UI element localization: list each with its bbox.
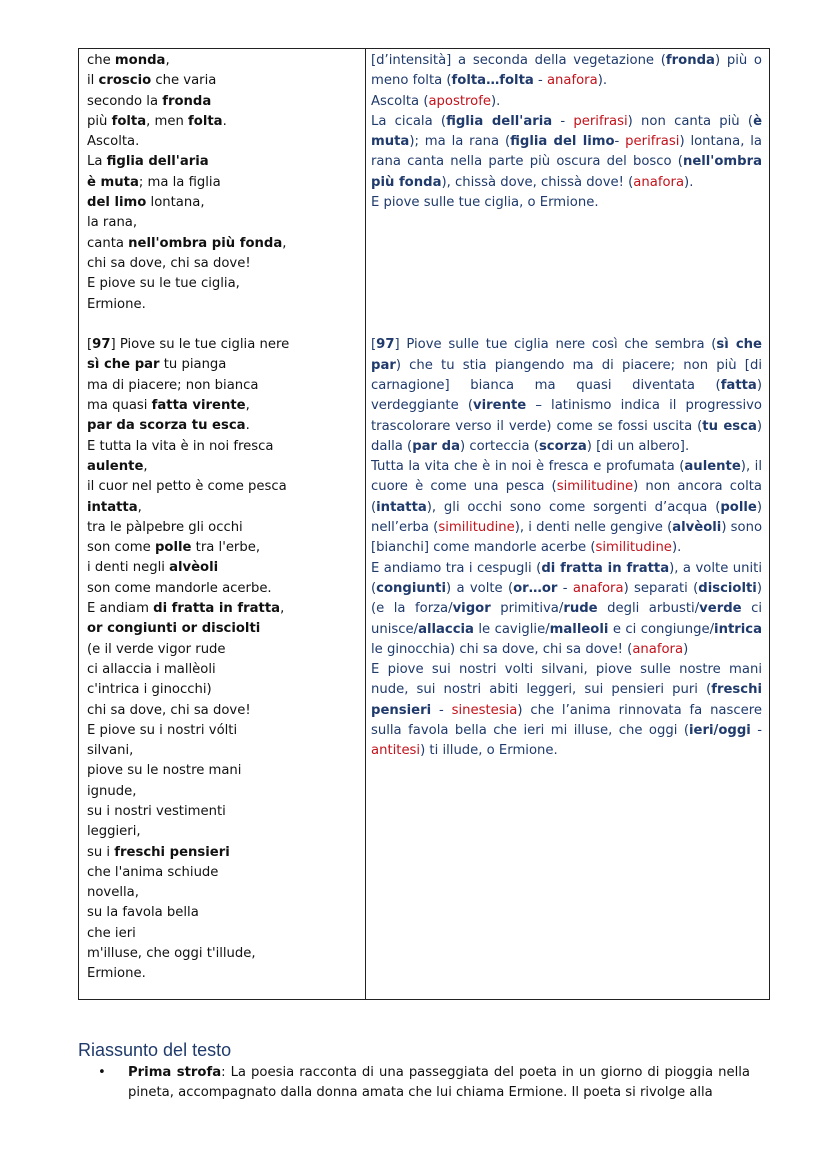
- poem-line: su i nostri vestimenti: [87, 803, 226, 819]
- paraphrase-paragraph: [97] Piove sulle tue ciglia nere così che sembra (sì che par) che tu stia piangendo ma di piacere; non più [di carnagione] bianca ma quasi diventata (fatta) verdeggiante (virente – latinismo indica il progressivo trascolorare verso il verde) come se fossi uscita (tu esca) dalla (par da) corteccia (scorza) [di un albero].: [371, 337, 762, 454]
- poem-line: E tutta la vita è in noi fresca: [87, 438, 274, 454]
- poem-line: che monda,: [87, 53, 170, 68]
- summary-list: [100, 1063, 750, 1104]
- poem-line: il croscio che varia: [87, 73, 217, 89]
- poem-line: Ermione.: [87, 296, 146, 312]
- poem-line: su la favola bella: [87, 905, 199, 921]
- poem-line: i denti negli alvèoli: [87, 560, 219, 576]
- summary-label: Prima strofa: [128, 1065, 222, 1080]
- paraphrase-paragraph: E piove sui nostri volti silvani, piove sulle nostre mani nude, sui nostri abiti leggeri, sui pensieri puri (freschi pensieri - sinestesia) che l’anima rinnovata fa nascere sulla favola bella che ieri mi illuse, che oggi (ieri/oggi - antitesi) ti illude, o Ermione.: [371, 662, 763, 759]
- paraphrase-paragraph: E piove sulle tue ciglia, o Ermione.: [371, 195, 599, 211]
- poem-line: E piove su i nostri vólti: [87, 722, 238, 738]
- summary-paragraph: Prima strofa: La poesia racconta di una passeggiata del poeta in un giorno di pioggia nella pineta, accompagnato dalla donna amata che lui chiama Ermione. Il poeta si rivolge alla: [128, 1065, 750, 1101]
- poem-line: m'illuse, che oggi t'illude,: [87, 946, 256, 962]
- paraphrase-column: [371, 51, 762, 762]
- poem-line: chi sa dove, chi sa dove!: [87, 255, 251, 271]
- paraphrase-paragraph: E andiamo tra i cespugli (di fratta in fratta), a volte uniti (congiunti) a volte (or…or - anafora) separati (disciolti) (e la forza/vigor primitiva/rude degli arbusti/verde ci unisce/allaccia le caviglie/malleoli e ci congiunge/intrica le ginocchia) chi sa dove, chi sa dove! (anafora): [371, 560, 763, 657]
- poem-line: sì che par tu pianga: [87, 357, 227, 373]
- poem-line: son come polle tra l'erbe,: [87, 540, 261, 556]
- annotation-table: [78, 48, 770, 1000]
- poem-column: [87, 51, 357, 985]
- poem-line: che ieri: [87, 925, 136, 941]
- poem-line: novella,: [87, 885, 139, 901]
- poem-line: E andiam di fratta in fratta,: [87, 601, 285, 617]
- poem-line: del limo lontana,: [87, 195, 205, 211]
- poem-line: silvani,: [87, 743, 134, 759]
- poem-line: c'intrica i ginocchi): [87, 682, 212, 698]
- poem-line: canta nell'ombra più fonda,: [87, 235, 287, 251]
- poem-line: ci allaccia i mallèoli: [87, 661, 216, 677]
- paraphrase-paragraph: [d’intensità] a seconda della vegetazione (fronda) più o meno folta (folta…folta - anafora).: [371, 53, 762, 89]
- poem-line: La figlia dell'aria: [87, 154, 209, 170]
- poem-line: il cuor nel petto è come pesca: [87, 479, 287, 495]
- poem-line: aulente,: [87, 458, 148, 474]
- poem-line: Ascolta.: [87, 134, 140, 150]
- poem-line: piove su le nostre mani: [87, 763, 242, 779]
- poem-line: or congiunti or disciolti: [87, 621, 261, 637]
- poem-line: chi sa dove, chi sa dove!: [87, 702, 251, 718]
- poem-line: su i freschi pensieri: [87, 844, 230, 860]
- column-divider: [365, 49, 366, 999]
- poem-line: secondo la fronda: [87, 93, 212, 109]
- poem-line: son come mandorle acerbe.: [87, 580, 272, 596]
- poem-line: la rana,: [87, 215, 138, 231]
- poem-line: E piove su le tue ciglia,: [87, 276, 240, 292]
- poem-line: che l'anima schiude: [87, 864, 219, 880]
- list-item: [100, 1063, 750, 1104]
- poem-line: Ermione.: [87, 966, 146, 982]
- poem-line: più folta, men folta.: [87, 113, 227, 129]
- poem-line: (e il verde vigor rude: [87, 641, 226, 657]
- poem-line: ma di piacere; non bianca: [87, 377, 259, 393]
- paraphrase-paragraph: Ascolta (apostrofe).: [371, 93, 501, 109]
- poem-line: è muta; ma la figlia: [87, 174, 221, 190]
- poem-line: tra le pàlpebre gli occhi: [87, 519, 243, 535]
- poem-line: leggieri,: [87, 824, 141, 840]
- poem-line: intatta,: [87, 499, 142, 515]
- bullet-icon: •: [98, 1065, 106, 1080]
- section-heading: Riassunto del testo: [78, 1040, 232, 1060]
- poem-line: ma quasi fatta virente,: [87, 398, 250, 414]
- poem-line: par da scorza tu esca.: [87, 418, 250, 434]
- paraphrase-paragraph: Tutta la vita che è in noi è fresca e profumata (aulente), il cuore è come una pesca (similitudine) non ancora colta (intatta), gli occhi sono come sorgenti d’acqua (polle) nell’erba (similitudine), i denti nelle gengive (alvèoli) sono [bianchi] come mandorle acerbe (similitudine).: [371, 459, 763, 556]
- paraphrase-paragraph: La cicala (figlia dell'aria - perifrasi) non canta più (è muta); ma la rana (figlia del limo- perifrasi) lontana, la rana canta nella parte più oscura del bosco (nell'ombra più fonda), chissà dove, chissà dove! (anafora).: [371, 113, 763, 190]
- poem-line: ignude,: [87, 783, 137, 799]
- poem-line: [97] Piove su le tue ciglia nere: [87, 337, 290, 353]
